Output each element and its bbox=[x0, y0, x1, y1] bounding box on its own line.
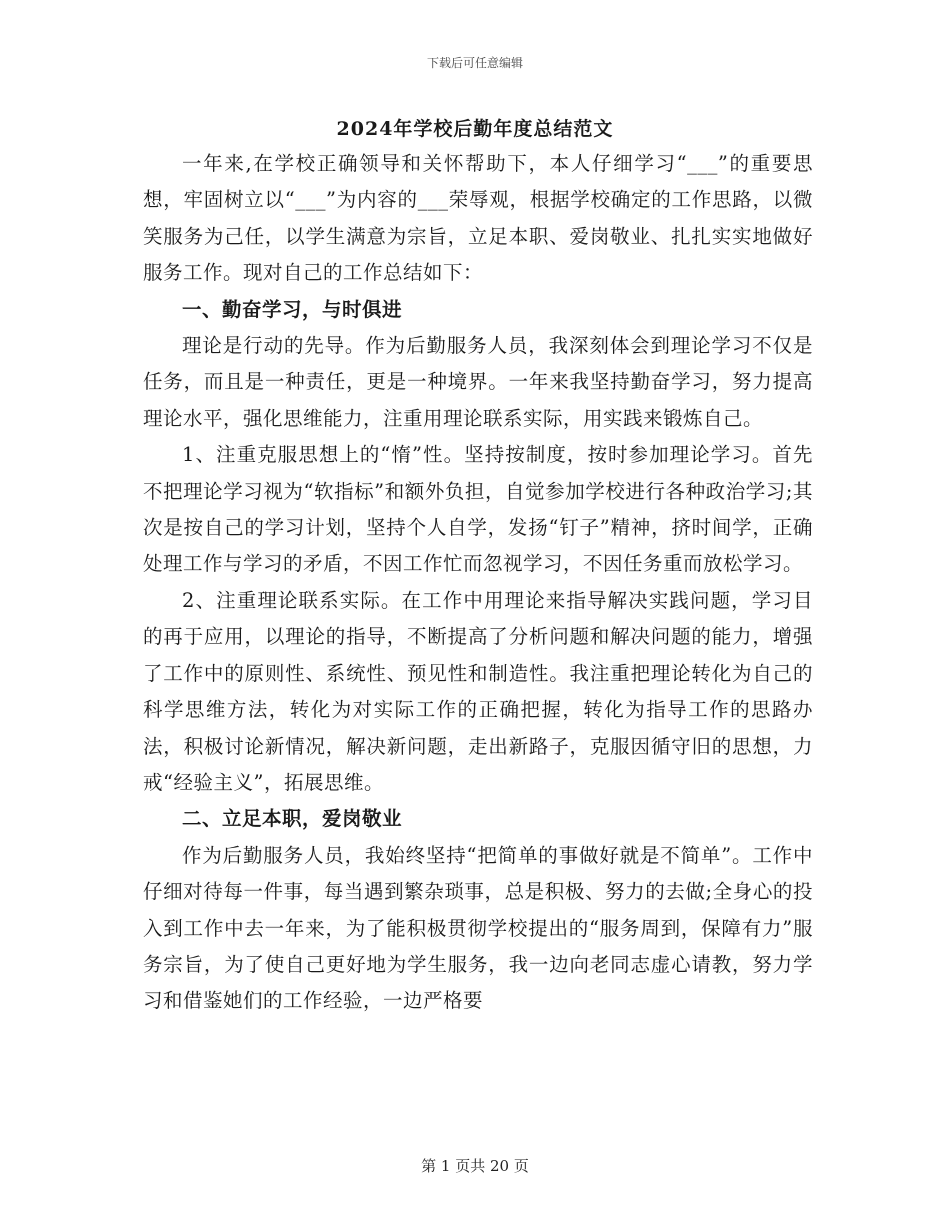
page-header-note: 下载后可任意编辑 bbox=[426, 56, 523, 70]
paragraph-point-1: 1、注重克服思想上的“惰”性。坚持按制度，按时参加理论学习。首先不把理论学习视为“软指标”和额外负担，自觉参加学校进行各种政治学习;其次是按自己的学习计划，坚持个人自学，发扬“钉子”精神，挤时间学，正确处理工作与学习的矛盾，不因工作忙而忽视学习，不因任务重而放松学习。 bbox=[143, 443, 813, 576]
page-footer: 第 1 页共 20 页 bbox=[421, 1157, 529, 1175]
document-body bbox=[143, 146, 813, 1020]
paragraph-intro: 一年来,在学校正确领导和关怀帮助下，本人仔细学习“___”的重要思想，牢固树立以“___”为内容的___荣辱观，根据学校确定的工作思路，以微笑服务为己任，以学生满意为宗旨，立足本职、爱岗敬业、扎扎实实地做好服务工作。现对自己的工作总结如下： bbox=[143, 152, 813, 285]
paragraph-point-2: 2、注重理论联系实际。在工作中用理论来指导解决实践问题，学习目的再于应用，以理论的指导，不断提高了分析问题和解决问题的能力，增强了工作中的原则性、系统性、预见性和制造性。我注重把理论转化为自己的科学思维方法，转化为对实际工作的正确把握，转化为指导工作的思路办法，积极讨论新情况，解决新问题，走出新路子，克服因循守旧的思想，力戒“经验主义”，拓展思维。 bbox=[143, 588, 813, 794]
section-heading-2: 二、立足本职，爱岗敬业 bbox=[182, 807, 403, 831]
paragraph-theory: 理论是行动的先导。作为后勤服务人员，我深刻体会到理论学习不仅是任务，而且是一种责任，更是一种境界。一年来我坚持勤奋学习，努力提高理论水平，强化思维能力，注重用理论联系实际，用实践来锻炼自己。 bbox=[143, 334, 813, 430]
document-title: 2024年学校后勤年度总结范文 bbox=[336, 118, 614, 140]
paragraph-service: 作为后勤服务人员，我始终坚持“把简单的事做好就是不简单”。工作中仔细对待每一件事，每当遇到繁杂琐事，总是积极、努力的去做;全身心的投入到工作中去一年来，为了能积极贯彻学校提出的“服务周到，保障有力”服务宗旨，为了使自己更好地为学生服务，我一边向老同志虚心请教，努力学习和借鉴她们的工作经验，一边严格要 bbox=[143, 843, 813, 1013]
section-heading-1: 一、勤奋学习，与时俱进 bbox=[182, 297, 403, 321]
